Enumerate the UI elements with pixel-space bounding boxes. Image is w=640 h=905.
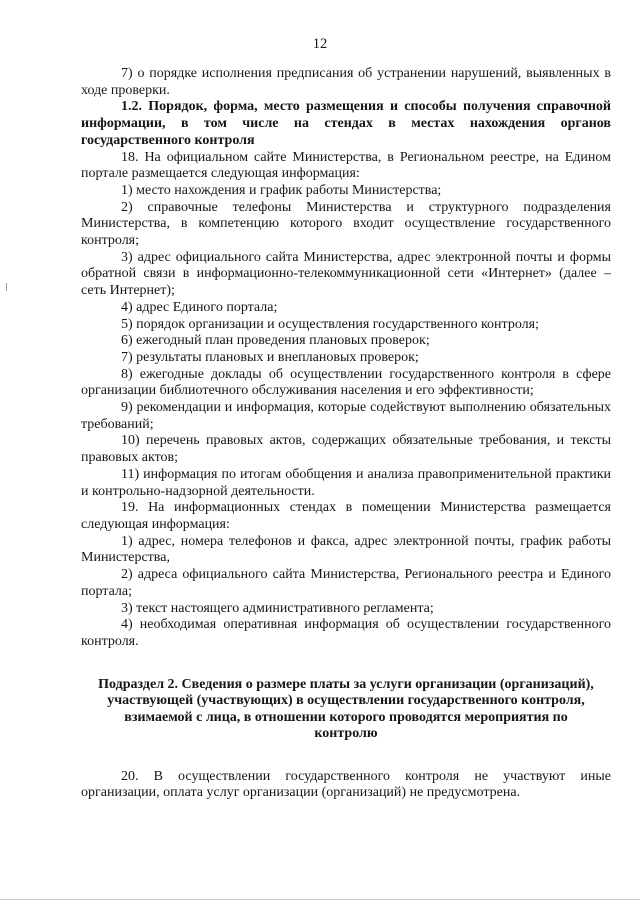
- subsection-2-heading: Подраздел 2. Сведения о размере платы за услуги организации (организаций), участвующей (участвующих) в осуществлении государственного контроля, взимаемой с лица, в отношении которого проводятся мероприятия по контролю: [98, 676, 594, 742]
- list-item-18-10: 10) перечень правовых актов, содержащих обязательные требования, и тексты правовых актов;: [81, 433, 611, 466]
- page-number: 12: [312, 36, 328, 52]
- list-item-19-2: 2) адреса официального сайта Министерства, Регионального реестра и Единого портала;: [81, 567, 611, 599]
- list-item-18-11: 11) информация по итогам обобщения и анализа правоприменительной практики и контрольно-надзорной деятельности.: [81, 466, 611, 499]
- paragraph-18: 18. На официальном сайте Министерства, в Региональном реестре, на Едином портале размещается следующая информация:: [81, 149, 611, 182]
- list-item-18-9: 9) рекомендации и информация, которые содействуют выполнению обязательных требований;: [81, 400, 611, 432]
- list-item-18-4: 4) адрес Единого портала;: [121, 299, 278, 315]
- list-item-18-1: 1) место нахождения и график работы Министерства;: [121, 182, 442, 198]
- list-item-18-8: 8) ежегодные доклады об осуществлении государственного контроля в сфере организации библиотечного обслуживания населения и его эффективности;: [81, 366, 611, 399]
- list-item-18-5: 5) порядок организации и осуществления государственного контроля;: [121, 316, 539, 332]
- paragraph-7: 7) о порядке исполнения предписания об устранении нарушений, выявленных в ходе проверки.: [81, 66, 611, 98]
- list-item-19-4: 4) необходимая оперативная информация об осуществлении государственного контроля.: [81, 617, 611, 649]
- list-item-18-3: 3) адрес официального сайта Министерства, адрес электронной почты и формы обратной связи в информационно-телекоммуникационной сети «Интернет» (далее – сеть Интернет);: [81, 249, 611, 299]
- list-item-18-2: 2) справочные телефоны Министерства и структурного подразделения Министерства, в компетенцию которого входит осуществление государственного контроля;: [81, 199, 611, 249]
- scan-margin-mark: [6, 283, 7, 291]
- section-heading-1-2: 1.2. Порядок, форма, место размещения и способы получения справочной информации, в том числе на стендах в местах нахождения органов государственного контроля: [81, 99, 611, 148]
- list-item-18-6: 6) ежегодный план проведения плановых проверок;: [121, 333, 430, 349]
- list-item-18-7: 7) результаты плановых и внеплановых проверок;: [121, 349, 419, 365]
- paragraph-20: 20. В осуществлении государственного контроля не участвуют иные организации, оплата услуг организации (организаций) не предусмотрена.: [81, 768, 611, 801]
- document-body: [81, 66, 611, 802]
- scan-bottom-edge: [0, 899, 640, 900]
- list-item-19-1: 1) адрес, номера телефонов и факса, адрес электронной почты, график работы Министерства,: [81, 533, 611, 566]
- list-item-19-3: 3) текст настоящего административного регламента;: [121, 600, 434, 616]
- paragraph-19: 19. На информационных стендах в помещении Министерства размещается следующая информация:: [81, 500, 611, 532]
